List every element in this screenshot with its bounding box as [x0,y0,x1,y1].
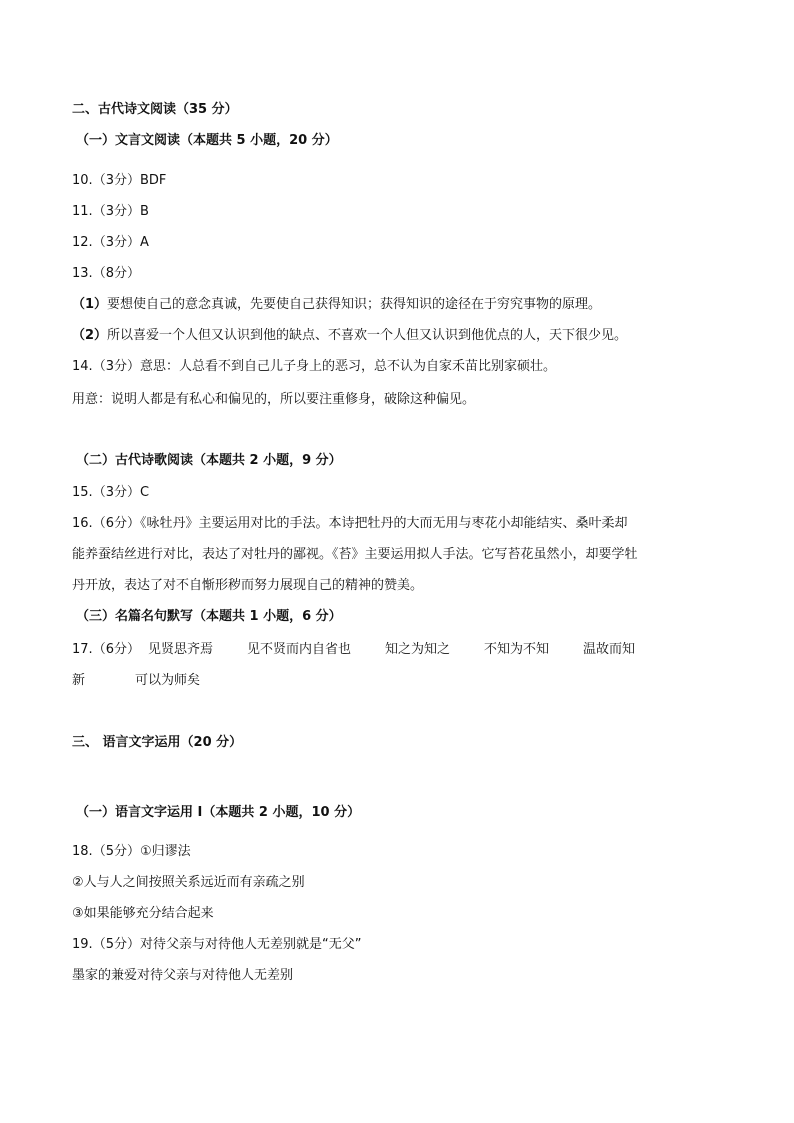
question-10-number: 10. [72,173,93,188]
question-14-text: 意思：人总看不到自己儿子身上的恶习，总不认为自家禾苗比别家硕壮。 [139,359,556,374]
question-19-number: 19. [72,937,93,952]
question-19-score: （5分） [92,937,140,952]
question-13 [72,265,140,283]
question-19 [72,936,361,954]
question-13-item-1-text: 要想使自己的意念真诚，先要使自己获得知识；获得知识的途径在于穷究事物的原理。 [107,297,602,312]
question-10-answer: BDF [139,173,167,188]
question-16-line-1 [72,515,692,533]
question-10 [72,172,166,190]
question-14 [72,358,556,376]
question-18-score: （5分） [92,844,140,859]
question-17-answer-5-cont: 新 [72,673,86,688]
question-17-answer-6: 可以为师矣 [135,673,201,688]
question-16-number: 16. [72,516,93,531]
question-13-score: （8分） [92,266,140,281]
question-14-purpose: 用意：说明人都是有私心和偏见的，所以要注重修身，破除这种偏见。 [72,392,476,407]
question-18-number: 18. [72,844,93,859]
question-18-answer-3: ③如果能够充分结合起来 [72,906,214,921]
question-17-answer-1: 见贤思齐焉 [147,642,213,657]
question-18 [72,843,191,861]
question-14-score: （3分） [92,359,140,374]
question-18-answer-2: ②人与人之间按照关系远近而有亲疏之别 [72,875,305,890]
question-17-number: 17. [72,642,93,657]
question-13-item-2 [72,327,627,345]
question-17-score: （6分） [92,642,140,657]
question-12-score: （3分） [92,235,140,250]
question-15-answer: C [139,485,150,500]
section-2-part-2-title: （二）古代诗歌阅读（本题共 2 小题，9 分） [76,453,342,468]
section-3-part-1-title: （一）语言文字运用 Ⅰ（本题共 2 小题，10 分） [76,805,361,820]
question-17 [72,641,635,659]
section-3-title: 三、 语言文字运用（20 分） [72,735,243,750]
question-12 [72,234,149,252]
question-18-answer-1: ①归谬法 [139,844,191,859]
question-15-score: （3分） [92,485,140,500]
question-11 [72,203,149,221]
question-14-number: 14. [72,359,93,374]
question-19-answer-1: 对待父亲与对待他人无差别就是“无父” [139,937,362,952]
question-11-number: 11. [72,204,93,219]
question-13-number: 13. [72,266,93,281]
question-13-item-2-label: （2） [72,328,108,343]
question-15-number: 15. [72,485,93,500]
question-17-line-2 [72,672,200,690]
question-16-line-3: 丹开放，表达了对不自惭形秽而努力展现自己的精神的赞美。 [72,578,424,593]
question-12-answer: A [139,235,149,250]
question-16-line-2: 能养蚕结丝进行对比，表达了对牡丹的鄙视。《苔》主要运用拟人手法。它写苔花虽然小，却要学牡 [72,547,638,562]
question-19-answer-2: 墨家的兼爱对待父亲与对待他人无差别 [72,968,294,983]
question-13-item-2-text: 所以喜爱一个人但又认识到他的缺点、不喜欢一个人但又认识到他优点的人，天下很少见。 [107,328,628,343]
section-2-part-1-title: （一）文言文阅读（本题共 5 小题，20 分） [76,133,338,148]
question-13-item-1-label: （1） [72,297,108,312]
question-10-score: （3分） [92,173,140,188]
question-17-answer-5: 温故而知 [583,642,636,657]
question-17-answer-4: 不知为不知 [484,642,550,657]
question-11-answer: B [139,204,149,219]
question-15 [72,484,149,502]
section-2-part-3-title: （三）名篇名句默写（本题共 1 小题，6 分） [76,609,342,624]
question-12-number: 12. [72,235,93,250]
question-17-answer-2: 见不贤而内自省也 [246,642,351,657]
section-2-title: 二、古代诗文阅读（35 分） [72,102,238,117]
question-16-score: （6分） [92,516,140,531]
question-17-answer-3: 知之为知之 [385,642,451,657]
question-11-score: （3分） [92,204,140,219]
question-16-text-1: 《咏牡丹》主要运用对比的手法。本诗把牡丹的大而无用与枣花小却能结实、桑叶柔却 [139,516,628,531]
question-13-item-1 [72,296,601,314]
